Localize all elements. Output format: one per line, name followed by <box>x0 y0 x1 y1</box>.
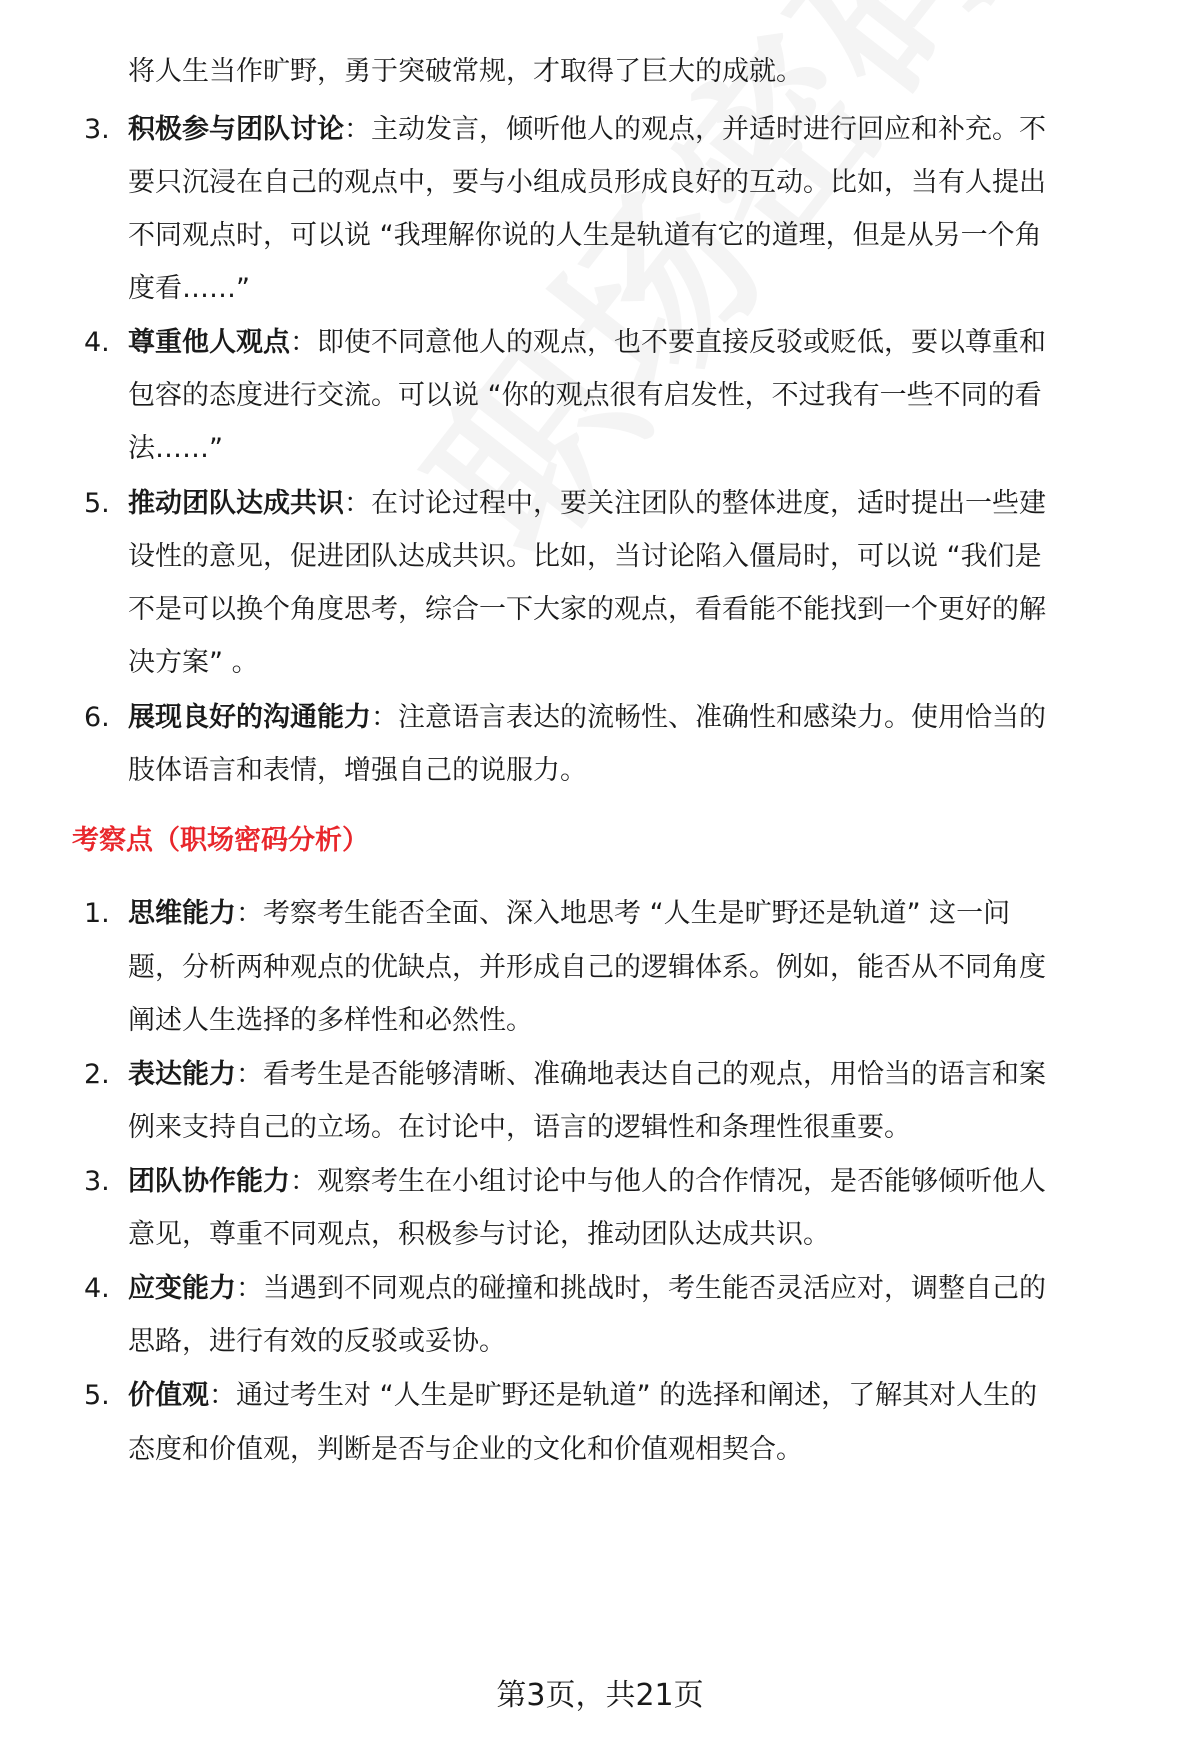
list-number: 5. <box>84 1380 110 1411</box>
list-text: 主动发言，倾听他人的观点，并适时进行回应和补充。不 <box>371 114 1046 145</box>
list-text: 考察考生能否全面、深入地思考 “人生是旷野还是轨道” 这一问 <box>263 898 1011 929</box>
section-title: 考察点（职场密码分析） <box>72 825 369 856</box>
list-line <box>128 474 1148 534</box>
list-line <box>128 1259 1148 1319</box>
list-line: 不同观点时，可以说 “我理解你说的人生是轨道有它的道理，但是从另一个角 <box>128 220 1042 251</box>
list-line: 肢体语言和表情，增强自己的说服力。 <box>128 755 587 786</box>
list-number: 2. <box>84 1059 110 1090</box>
list-term: 尊重他人观点 <box>128 327 290 358</box>
list-text: 注意语言表达的流畅性、准确性和感染力。使用恰当的 <box>398 702 1046 733</box>
list-line <box>128 100 1148 160</box>
list-line: 要只沉浸在自己的观点中，要与小组成员形成良好的互动。比如，当有人提出 <box>128 167 1046 198</box>
list-text: 看考生是否能够清晰、准确地表达自己的观点，用恰当的语言和案 <box>263 1059 1046 1090</box>
list-line <box>128 313 1148 373</box>
list-number: 3. <box>84 1166 110 1197</box>
list-number: 6. <box>84 702 110 733</box>
list-text: 当遇到不同观点的碰撞和挑战时，考生能否灵活应对，调整自己的 <box>263 1273 1046 1304</box>
list-number: 5. <box>84 488 110 519</box>
list-text: 通过考生对 “人生是旷野还是轨道” 的选择和阐述，了解其对人生的 <box>236 1380 1038 1411</box>
list-line: 阐述人生选择的多样性和必然性。 <box>128 1005 533 1036</box>
list-line: 题，分析两种观点的优缺点，并形成自己的逻辑体系。例如，能否从不同角度 <box>128 952 1046 983</box>
list-separator: ： <box>290 1166 317 1197</box>
list-line <box>128 1045 1148 1105</box>
list-separator: ： <box>236 1059 263 1090</box>
list-line: 不是可以换个角度思考，综合一下大家的观点，看看能不能找到一个更好的解 <box>128 594 1046 625</box>
list-term: 推动团队达成共识 <box>128 488 344 519</box>
list-separator: ： <box>371 702 398 733</box>
list-line: 法……” <box>128 433 223 464</box>
list-line: 例来支持自己的立场。在讨论中，语言的逻辑性和条理性很重要。 <box>128 1112 911 1143</box>
list-line <box>128 1366 1148 1426</box>
list-separator: ： <box>236 898 263 929</box>
list-number: 4. <box>84 1273 110 1304</box>
list-term: 团队协作能力 <box>128 1166 290 1197</box>
list-number: 3. <box>84 114 110 145</box>
list-line: 决方案” 。 <box>128 647 259 678</box>
list-text: 观察考生在小组讨论中与他人的合作情况，是否能够倾听他人 <box>317 1166 1046 1197</box>
list-term: 展现良好的沟通能力 <box>128 702 371 733</box>
list-text: 即使不同意他人的观点，也不要直接反驳或贬低，要以尊重和 <box>317 327 1046 358</box>
list-line: 设性的意见，促进团队达成共识。比如，当讨论陷入僵局时，可以说 “我们是 <box>128 541 1042 572</box>
list-term: 积极参与团队讨论 <box>128 114 344 145</box>
list-separator: ： <box>344 114 371 145</box>
list-line <box>128 884 1148 944</box>
page-footer: 第3页，共21页 <box>496 1678 704 1713</box>
list-number: 4. <box>84 327 110 358</box>
list-line: 度看……” <box>128 273 250 304</box>
list-term: 思维能力 <box>128 898 236 929</box>
list-line: 态度和价值观，判断是否与企业的文化和价值观相契合。 <box>128 1434 803 1465</box>
list-separator: ： <box>236 1273 263 1304</box>
list-line <box>128 1152 1148 1212</box>
list-term: 表达能力 <box>128 1059 236 1090</box>
list-separator: ： <box>290 327 317 358</box>
list-line: 思路，进行有效的反驳或妥协。 <box>128 1326 506 1357</box>
list-separator: ： <box>344 488 371 519</box>
list-separator: ： <box>209 1380 236 1411</box>
list-term: 应变能力 <box>128 1273 236 1304</box>
list-term: 价值观 <box>128 1380 209 1411</box>
list-line: 意见，尊重不同观点，积极参与讨论，推动团队达成共识。 <box>128 1219 830 1250</box>
list-line: 包容的态度进行交流。可以说 “你的观点很有启发性，不过我有一些不同的看 <box>128 380 1042 411</box>
list-number: 1. <box>84 898 110 929</box>
list-text: 在讨论过程中，要关注团队的整体进度，适时提出一些建 <box>371 488 1046 519</box>
list-line <box>128 688 1148 748</box>
paragraph-line: 将人生当作旷野，勇于突破常规，才取得了巨大的成就。 <box>128 56 803 87</box>
